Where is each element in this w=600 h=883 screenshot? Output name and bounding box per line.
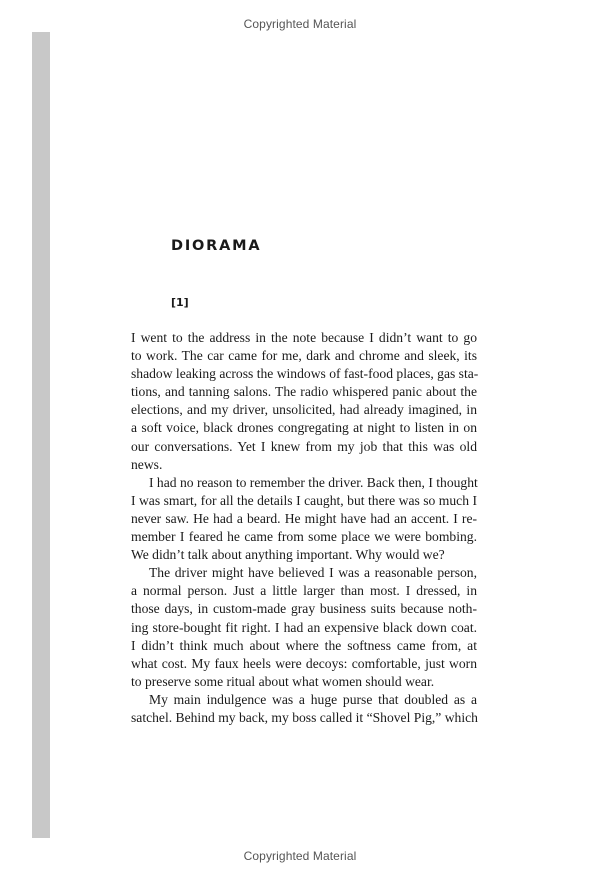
page-gutter-bar <box>32 32 50 838</box>
paragraph <box>131 564 477 691</box>
section-number: [1] <box>171 296 189 309</box>
text-line: I went to the address in the note because I didn’t want to go <box>131 330 477 345</box>
text-line: elections, and my driver, unsolicited, had already imagined, in <box>131 402 477 418</box>
text-line: what cost. My faux heels were decoys: comfortable, just worn <box>131 655 477 671</box>
text-line: I didn’t think much about where the softness came from, at <box>131 637 477 653</box>
text-line: I was smart, for all the details I caught, but there was so much I <box>131 492 477 508</box>
text-line: a normal person. Just a little larger than most. I dressed, in <box>131 583 477 599</box>
paragraph <box>131 691 477 727</box>
text-line: our conversations. Yet I knew from my job that this was old <box>131 438 477 454</box>
text-line: never saw. He had a beard. He might have had an accent. I re- <box>131 510 477 526</box>
paragraph <box>131 474 477 564</box>
text-line: We didn’t talk about anything important. Why would we? <box>131 547 445 563</box>
copyright-watermark-top: Copyrighted Material <box>243 17 357 31</box>
text-line: The driver might have believed I was a reasonable person, <box>149 565 477 581</box>
text-line: a soft voice, black drones congregating at night to listen in on <box>131 420 477 436</box>
text-line: those days, in custom-made gray business suits because noth- <box>131 601 477 617</box>
text-line: to work. The car came for me, dark and chrome and sleek, its <box>131 348 477 364</box>
text-line: news. <box>131 456 163 472</box>
text-line: shadow leaking across the windows of fast-food places, gas sta- <box>131 366 479 382</box>
paragraph <box>131 329 477 474</box>
copyright-watermark-bottom: Copyrighted Material <box>243 849 357 863</box>
text-line: to preserve some ritual about what women should wear. <box>131 673 435 689</box>
text-line: My main indulgence was a huge purse that doubled as a <box>149 691 477 707</box>
text-line: tions, and tanning salons. The radio whispered panic about the <box>131 384 477 400</box>
chapter-title: DIORAMA <box>171 238 262 254</box>
text-line: ing store-bought fit right. I had an expensive black down coat. <box>131 619 477 635</box>
text-line: satchel. Behind my back, my boss called it “Shovel Pig,” which <box>131 709 478 725</box>
text-line: member I feared he came from some place we were bombing. <box>131 529 477 545</box>
text-line: I had no reason to remember the driver. Back then, I thought <box>149 474 478 490</box>
chapter-body-text <box>131 329 477 727</box>
